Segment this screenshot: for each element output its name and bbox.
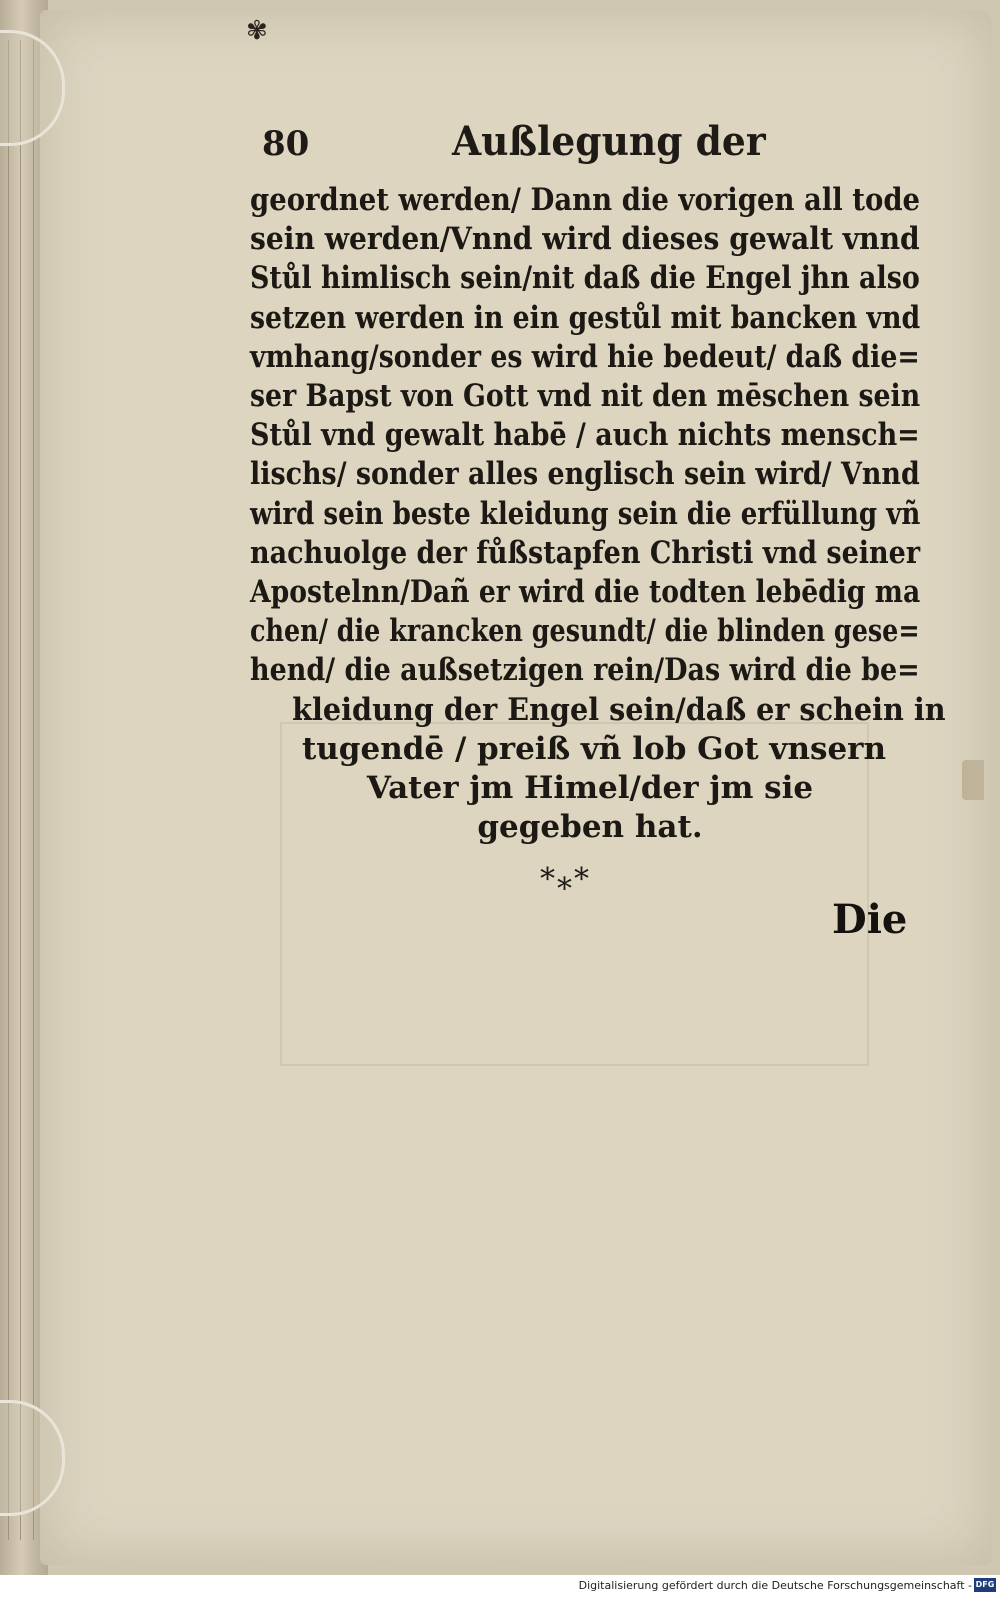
spine-edge-line: [33, 40, 34, 1540]
text-line: hend/ die außsetzigen rein/Das wird die be=: [250, 652, 920, 689]
text-line: sein werden/Vnnd wird dieses gewalt vnnd: [250, 221, 920, 258]
dfg-logo: DFG: [974, 1578, 996, 1592]
spine-edge-line: [20, 40, 21, 1540]
text-line: Vater jm Himel/der jm sie: [366, 770, 814, 807]
text-line: ser Bapst von Gott vnd nit den mēschen sein: [250, 378, 921, 415]
text-line: Apostelnn/Dañ er wird die todten lebēdig ma: [250, 574, 921, 611]
page-number: 80: [262, 124, 310, 164]
digitization-credit: Digitalisierung gefördert durch die Deutsche Forschungsgemeinschaft -: [578, 1579, 972, 1592]
text-line: chen/ die krancken gesundt/ die blinden gese=: [250, 613, 920, 650]
text-line: vmhang/sonder es wird hie bedeut/ daß die=: [250, 338, 920, 375]
text-line: kleidung der Engel sein/daß er schein in: [292, 691, 946, 728]
footer-bar: [0, 1575, 1000, 1597]
ornament-stars: *⁎*: [540, 862, 591, 897]
page-tab: [962, 760, 984, 800]
text-line: Stůl vnd gewalt habē / auch nichts mensch=: [250, 417, 920, 454]
running-head: Außlegung der: [452, 118, 766, 165]
text-line: Stůl himlisch sein/nit daß die Engel jhn also: [250, 260, 920, 297]
spine-edge-line: [8, 40, 9, 1540]
body-text: [250, 181, 946, 847]
text-line: nachuolge der fůßstapfen Christi vnd seiner: [250, 534, 921, 571]
text-line: lischs/ sonder alles englisch sein wird/ Vnnd: [250, 456, 920, 493]
text-line: tugendē / preiß vñ lob Got vnsern: [301, 730, 887, 767]
text-line: gegeben hat.: [477, 809, 703, 846]
text-line: wird sein beste kleidung sein die erfüllung vñ: [250, 495, 921, 532]
catchword: Die: [832, 896, 908, 943]
ornament-icon: ✾: [246, 16, 268, 46]
text-line: geordnet werden/ Dann die vorigen all tode: [250, 182, 921, 218]
text-line: setzen werden in ein gestůl mit bancken vnd: [250, 299, 921, 336]
